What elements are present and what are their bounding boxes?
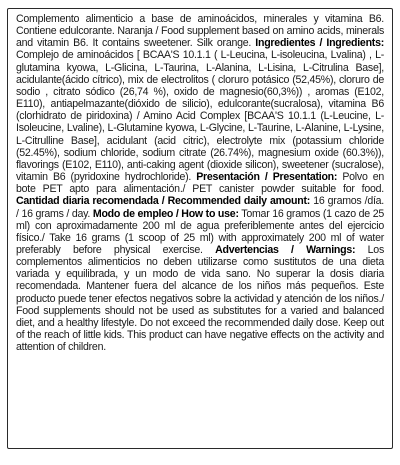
- section-heading: Cantidad diaria recomendada / Recommended daily amount:: [16, 195, 311, 208]
- label-text: Complejo de aminoácidos [ BCAA'S 10.1.1 ( L-Leucina, L-isoleucina, Lvalina) , L-glutamina kyowa, L-Glicina, L-Taurina, L-Alanina, L-Lisina, L-Citrulina Base], acidulante(ácido cítrico), mix de electrolitos ( cloruro potásico (52,45%), cloruro de sodio , citrato sódico (26,74 %), oxido de magnesio(60,3%)) , aromas (E102, E110), antiapelmazante(dióxido de silicio), edulcorante(sucralosa), vitamina B6 (clorhidrato de piridoxina) / Amino Acid Complex [BCAA'S 10.1.1 (L-Leucine, L-Isoleucine, Lvaline), L-Glutamine kyowa, L-Glycine, L-Taurine, L-Alanine, L-Lysine, L-Citrulline Base], acidulant (acid citric), electrolyte mix (potassium chloride (52.45%), sodium chloride, sodium citrate (26.74%), magnesium oxide (60.3%)), flavorings (E102, E110), anti-caking agent (dioxide silicon), sweetener (sucralose), vitamin B6 (pyridoxine hydrochloride).: [16, 49, 384, 184]
- label-text: Los complementos alimenticios no deben utilizarse como sustitutos de una dieta variada y equilibrada, y un modo de vida sano. No superar la dosis diaria recomendada. Mantener fuera del alcance de los niños más pequeños. Este producto puede tener efectos negativos sobre la actividad y atención de los niños./ Food supplements should not be used as substitutes for a varied and balanced diet, and a healthy lifestyle. Do not exceed the recommended daily dose. Keep out of the reach of little kids. This product can have negative effects on the activity and attention of children.: [16, 243, 384, 354]
- product-label-panel: [7, 8, 393, 449]
- label-text: Complemento alimenticio a base de aminoácidos, minerales y vitamina B6. Contiene edulcorante. Naranja / Food supplement based on amino acids, minerals and vitamin B6. It contains sweetener. Silk orange.: [16, 13, 384, 50]
- label-paragraph: [16, 13, 384, 353]
- section-heading: Advertencias / Warnings:: [215, 243, 356, 256]
- label-text-block: [16, 13, 384, 353]
- section-heading: Modo de empleo / How to use:: [92, 207, 239, 220]
- label-text: Tomar 16 gramos (1 cazo de 25 ml) con aproximadamente 200 ml de agua preferiblemente antes del ejercicio físico./ Take 16 grams (1 scoop of 25 ml) with approximately 200 ml of water preferably before physical exercise.: [16, 207, 384, 256]
- section-heading: Ingredientes / Ingredients:: [255, 37, 384, 50]
- section-heading: Presentación / Presentation:: [196, 171, 338, 184]
- label-text: Polvo en bote PET apto para alimentación./ PET canister powder suitable for food.: [16, 171, 385, 196]
- label-text: 16 gramos /día. / 16 grams / day.: [16, 195, 384, 220]
